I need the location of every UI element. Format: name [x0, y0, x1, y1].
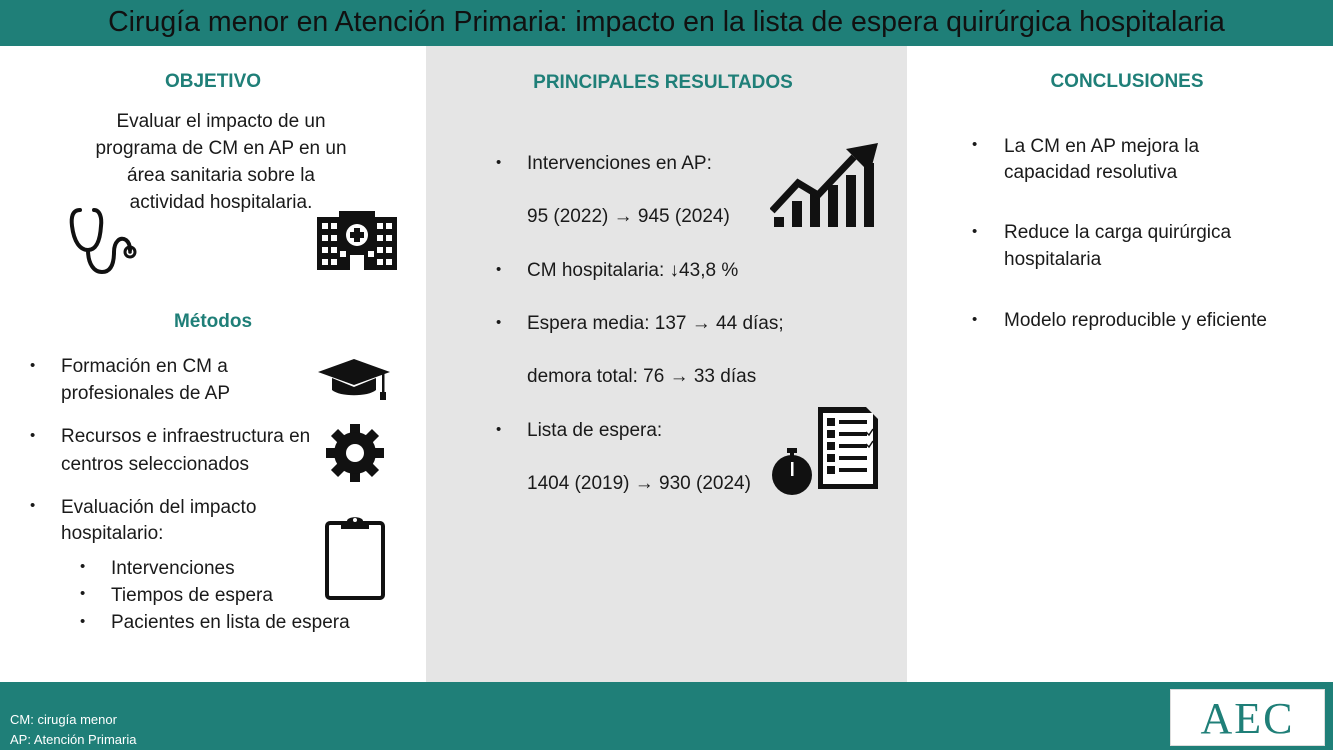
metodos-item-2-line-1: Recursos e infraestructura en	[61, 426, 311, 447]
footnote-ap: AP: Atención Primaria	[10, 732, 137, 747]
page-title: Cirugía menor en Atención Primaria: impacto en la lista de espera quirúrgica hospitalaria	[108, 6, 1225, 38]
resultados-line-3: CM hospitalaria: ↓43,8 %	[527, 260, 739, 281]
stethoscope-icon	[68, 206, 140, 276]
objetivo-heading: OBJETIVO	[164, 71, 262, 92]
conclusiones-heading: CONCLUSIONES	[1050, 71, 1204, 92]
checklist-icon	[816, 405, 880, 491]
conclusiones-item-3-line-1: Modelo reproducible y eficiente	[1004, 310, 1267, 331]
bullet: •	[972, 223, 978, 240]
resultados-line-5: demora total: 76 → 33 días	[527, 366, 757, 387]
graduation-cap-icon	[318, 359, 390, 401]
metodos-item-3-line-1: Evaluación del impacto	[61, 497, 257, 518]
objetivo-line: programa de CM en AP en un	[95, 138, 347, 159]
objetivo-text	[70, 108, 372, 216]
sub-bullet: •	[80, 558, 86, 575]
objetivo-line: actividad hospitalaria.	[129, 192, 313, 213]
metodos-heading: Métodos	[173, 311, 253, 332]
metodos-item-2-line-2: centros seleccionados	[61, 454, 249, 475]
metodos-item-1-line-1: Formación en CM a	[61, 356, 228, 377]
metodos-subitem-3: Pacientes en lista de espera	[111, 612, 350, 633]
metodos-item-1-line-2: profesionales de AP	[61, 383, 231, 404]
sub-bullet: •	[80, 585, 86, 602]
footnote-cm: CM: cirugía menor	[10, 712, 117, 727]
bullet: •	[496, 314, 502, 331]
bullet: •	[972, 311, 978, 328]
title-bar	[0, 0, 1333, 46]
aec-logo-text: AEC	[1200, 694, 1295, 743]
conclusiones-item-1-line-2: capacidad resolutiva	[1004, 162, 1178, 183]
objetivo-line: Evaluar el impacto de un	[116, 111, 326, 132]
resultados-line-6: Lista de espera:	[527, 420, 663, 441]
footer-bar	[0, 682, 1333, 750]
bullet: •	[30, 357, 36, 374]
bullet: •	[30, 427, 36, 444]
resultados-line-1: Intervenciones en AP:	[527, 153, 712, 174]
sub-bullet: •	[80, 613, 86, 630]
bullet: •	[496, 421, 502, 438]
bullet: •	[496, 154, 502, 171]
metodos-item-3-line-2: hospitalario:	[61, 523, 164, 544]
bullet: •	[30, 497, 36, 514]
bullet: •	[972, 136, 978, 153]
resultados-line-7: 1404 (2019) → 930 (2024)	[527, 473, 751, 494]
conclusiones-item-2-line-1: Reduce la carga quirúrgica	[1004, 222, 1232, 243]
metodos-subitem-2: Tiempos de espera	[111, 585, 273, 606]
conclusiones-item-1-line-1: La CM en AP mejora la	[1004, 136, 1200, 157]
stopwatch-icon	[769, 448, 815, 496]
gear-icon	[325, 424, 385, 482]
metodos-subitem-1: Intervenciones	[111, 558, 235, 579]
resultados-heading: PRINCIPALES RESULTADOS	[533, 72, 793, 93]
bullet: •	[496, 261, 502, 278]
hospital-icon	[317, 211, 397, 270]
conclusiones-item-2-line-2: hospitalaria	[1004, 249, 1102, 270]
trend-chart-icon	[770, 143, 880, 229]
aec-logo	[1170, 689, 1325, 746]
objetivo-line: área sanitaria sobre la	[127, 165, 315, 186]
resultados-line-4: Espera media: 137 → 44 días;	[527, 313, 784, 334]
resultados-line-2: 95 (2022) → 945 (2024)	[527, 206, 730, 227]
clipboard-icon	[325, 515, 385, 600]
